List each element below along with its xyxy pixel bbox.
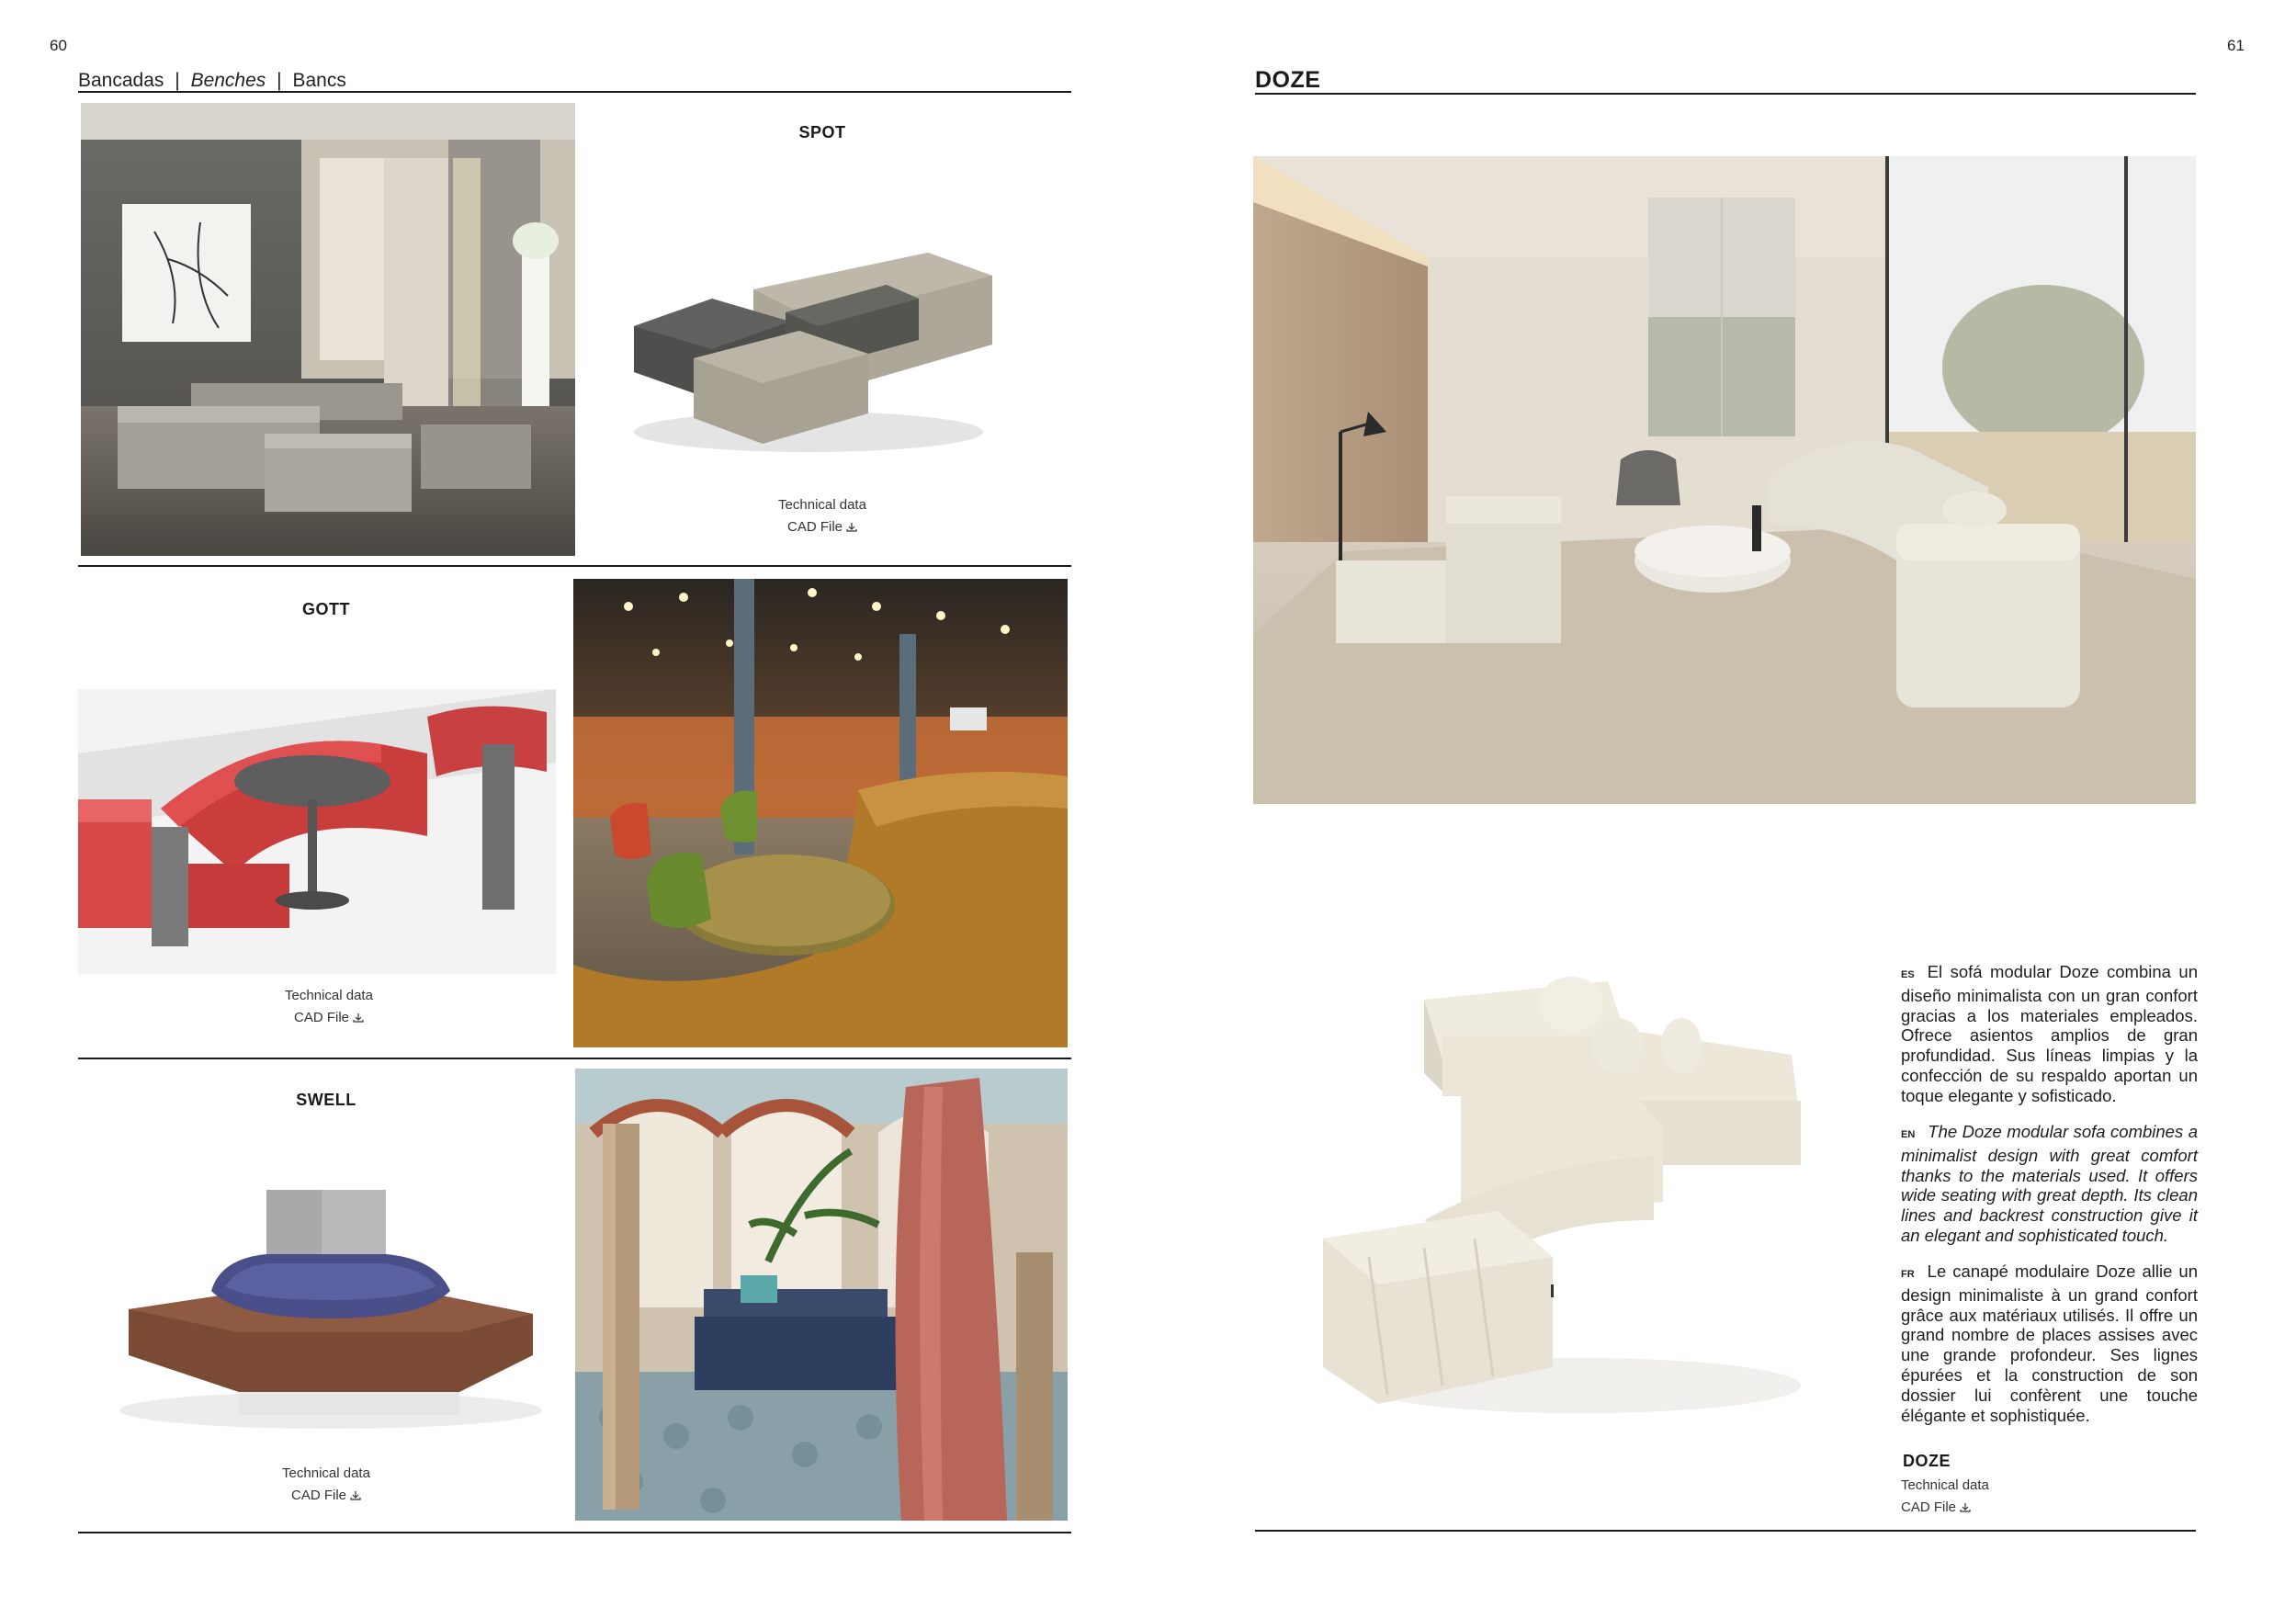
section-separator: | [175, 70, 180, 91]
bottom-rule-right [1255, 1530, 2196, 1532]
gott-product-image [78, 689, 556, 974]
download-icon [846, 523, 857, 532]
section-title-es: Bancadas [78, 70, 164, 91]
swell-technical-block [234, 1463, 418, 1507]
gott-technical-block [237, 985, 421, 1029]
row-rule-1 [78, 565, 1071, 567]
spot-product-image [625, 234, 1001, 464]
doze-technical-data-link[interactable]: Technical data [1901, 1477, 1989, 1493]
page-number-right: 61 [2227, 37, 2245, 54]
product-name-gott: GOTT [302, 600, 350, 618]
language-tag-fr: FR [1901, 1269, 1915, 1280]
product-name-swell: SWELL [296, 1091, 356, 1109]
section-separator: | [277, 70, 282, 91]
description-fr-text: Le canapé modulaire Doze allie un design minimaliste à un grand confort grâce aux matériaux utilisés. Il offre un grand nombre de places assises avec une grande profondeur. Ses lignes épurées et la construction de son dossier lui confèrent une touche élégante et sophistiquée. [1901, 1262, 2198, 1425]
page-number-left: 60 [50, 37, 67, 54]
page-title-doze: DOZE [1255, 67, 1321, 93]
gott-restaurant-illustration [573, 579, 1068, 1047]
doze-cad-file-label: CAD File [1901, 1499, 1957, 1515]
download-icon [1960, 1503, 1971, 1512]
doze-living-room-photo [1253, 156, 2196, 804]
language-tag-es: ES [1901, 969, 1915, 980]
bottom-rule-left [78, 1532, 1071, 1533]
product-name-spot: SPOT [798, 123, 846, 141]
spot-technical-block [730, 494, 914, 538]
gott-technical-data-link[interactable]: Technical data [285, 988, 373, 1003]
doze-sofa-illustration [1314, 945, 1810, 1431]
swell-cad-file-label: CAD File [290, 1488, 346, 1503]
swell-bench-illustration [110, 1181, 551, 1438]
swell-technical-data-link[interactable]: Technical data [282, 1465, 370, 1481]
doze-living-room-illustration [1253, 156, 2196, 804]
doze-cad-file-link[interactable] [1901, 1497, 1989, 1519]
product-name-doze: DOZE [1903, 1452, 1951, 1470]
description-es-text: El sofá modular Doze combina un diseño minimalista con un gran confort gracias a los materiales empleados. Ofrece asientos amplios de gran profundidad. Sus líneas limpias y la confección de su respaldo aportan un toque elegante y sofisticado. [1901, 962, 2198, 1105]
doze-technical-block [1901, 1475, 1989, 1519]
gott-cad-file-link[interactable] [237, 1007, 421, 1029]
spot-cad-file-label: CAD File [786, 519, 843, 535]
description-en [1901, 1122, 2198, 1246]
row-rule-2 [78, 1058, 1071, 1059]
spot-technical-data-link[interactable]: Technical data [778, 497, 866, 513]
swell-product-image [110, 1181, 551, 1438]
swell-courtyard-illustration [575, 1069, 1068, 1521]
gott-restaurant-photo [573, 579, 1068, 1047]
spot-cad-file-link[interactable] [730, 516, 914, 538]
description-es [1901, 962, 2198, 1106]
description-en-text: The Doze modular sofa combines a minimalist design with great comfort thanks to the materials used. It offers wide seating with great depth. Its clean lines and backrest construction give it an elegant and sophisticated touch. [1901, 1122, 2198, 1245]
gott-booth-illustration [78, 689, 556, 974]
gott-cad-file-label: CAD File [293, 1010, 349, 1025]
description-fr [1901, 1262, 2198, 1425]
spot-bench-illustration [625, 234, 1001, 464]
section-title [78, 70, 346, 92]
swell-courtyard-photo [575, 1069, 1068, 1521]
header-rule-left [78, 91, 1071, 93]
spot-lobby-illustration [81, 103, 575, 556]
spot-lobby-photo [81, 103, 575, 556]
language-tag-en: EN [1901, 1129, 1916, 1140]
header-rule-right [1255, 93, 2196, 95]
doze-product-image [1314, 945, 1810, 1431]
swell-cad-file-link[interactable] [234, 1485, 418, 1507]
download-icon [353, 1013, 364, 1023]
section-title-en: Benches [190, 70, 266, 91]
download-icon [350, 1491, 361, 1500]
section-title-fr: Bancs [292, 70, 346, 91]
